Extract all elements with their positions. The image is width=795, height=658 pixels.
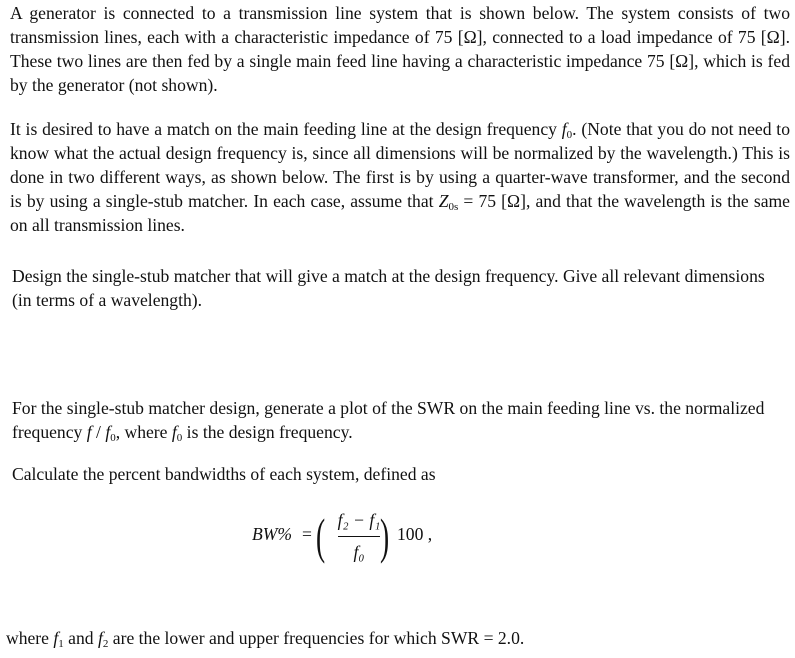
math-subscript: 2: [102, 638, 109, 650]
math-subscript: 0s: [448, 201, 459, 213]
text-segment: and: [63, 628, 98, 648]
bandwidth-formula: [252, 506, 472, 570]
text-segment: It is desired to have a match on the main feeding line at the design frequency: [10, 119, 562, 139]
math-f0: f: [105, 422, 111, 442]
math-f2: f: [97, 628, 103, 648]
math-subscript: 0: [110, 432, 116, 444]
text-segment: are the lower and upper frequencies for which SWR = 2.0.: [108, 628, 525, 648]
formula-equals: =: [302, 524, 312, 544]
formula-lhs: BW%: [252, 524, 293, 544]
text-segment: , where: [115, 422, 172, 442]
intro-paragraph: A generator is connected to a transmission line system that is shown below. The system consists of two transmission lines, each with a characteristic impedance of 75 [Ω], connected to a load impedance of 75 [Ω]. These two lines are then fed by a single main feed line having a characteristic impedance 75 [Ω], which is fed by the generator (not shown).: [10, 3, 790, 95]
math-f: f: [86, 422, 92, 442]
bandwidth-question: Calculate the percent bandwidths of each system, defined as: [12, 464, 436, 484]
text-segment: = 75 [Ω], and that the wavelength is the same on all transmission lines.: [10, 191, 790, 235]
text-segment: where: [6, 628, 54, 648]
stub-design-question: Design the single-stub matcher that will give a match at the design frequency. Give all relevant dimensions (in terms of a wavelength).: [12, 266, 765, 310]
design-frequency-paragraph: [10, 117, 790, 237]
formula-denominator: f₀: [353, 542, 365, 562]
swr-plot-question: [12, 396, 772, 444]
fraction-bar: [338, 536, 380, 537]
math-z0s: Z: [438, 191, 449, 211]
math-subscript: 1: [58, 638, 64, 650]
frequency-definition: [6, 626, 786, 650]
math-slash: /: [91, 422, 106, 442]
left-paren: (: [316, 508, 326, 564]
text-segment: is the design frequency.: [182, 422, 353, 442]
math-f0: f: [561, 119, 567, 139]
math-subscript: 0: [566, 129, 573, 141]
math-f0: f: [171, 422, 177, 442]
right-paren: ): [380, 508, 390, 564]
formula-numerator: f₂ − f₁: [337, 510, 381, 530]
text-segment: . (Note that you do not need to know what the actual design frequency is, since all dimensions will be normalized by the wavelength.) This is done in two different ways, as shown below. The first is by using a quarter-wave transformer, and the second is by using a single-stub matcher. In each case, assume that: [10, 119, 790, 211]
math-subscript: 0: [176, 432, 183, 444]
math-f1: f: [53, 628, 59, 648]
formula-tail: 100 ,: [397, 524, 433, 544]
text-segment: For the single-stub matcher design, generate a plot of the SWR on the main feeding line vs. the normalized frequency: [12, 398, 765, 442]
